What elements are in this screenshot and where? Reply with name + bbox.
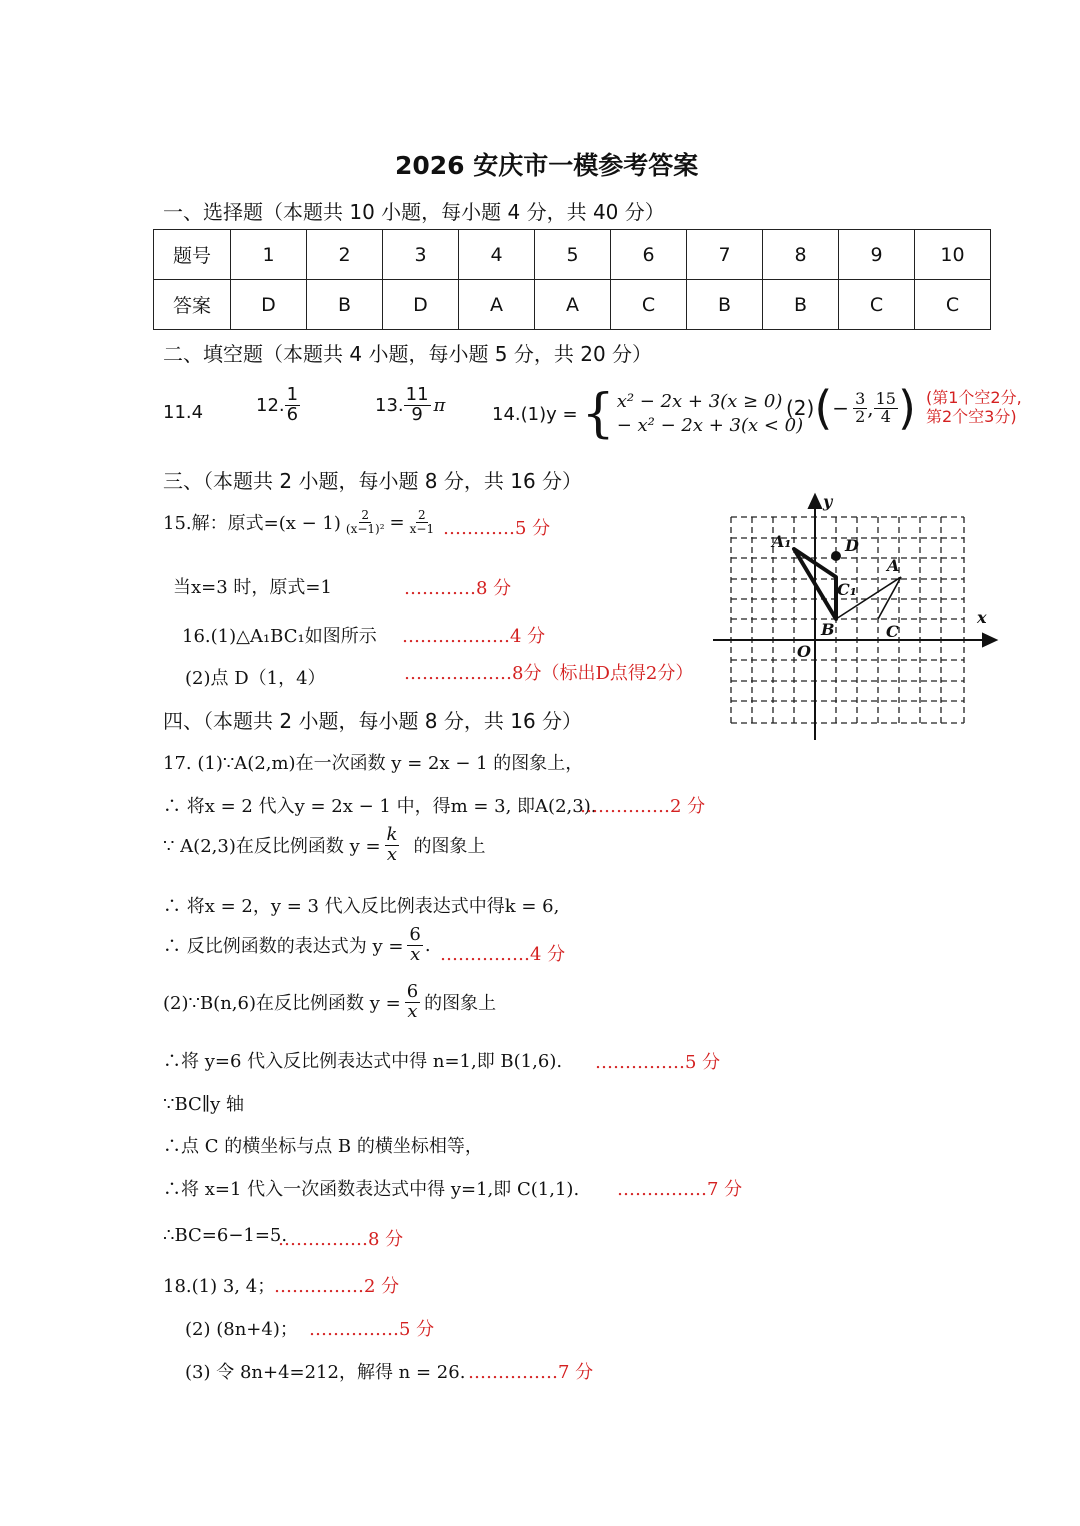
- answer-cell: A: [535, 280, 611, 330]
- q18-line1: 18.(1) 3, 4；: [163, 1276, 276, 1297]
- q17-score-7: ……………7 分: [617, 1179, 743, 1200]
- y-axis-label: y: [823, 492, 833, 511]
- question-number: 8: [763, 230, 839, 280]
- q17-line3-den: x: [386, 843, 398, 865]
- q17-score-2: ……………2 分: [580, 796, 706, 817]
- q14-case1: x² − 2x + 3(x ≥ 0): [616, 390, 783, 412]
- q14-frac1: [853, 388, 867, 426]
- q14-case2: − x² − 2x + 3(x < 0): [616, 415, 804, 436]
- question-number: 5: [535, 230, 611, 280]
- q15-frac2-num: 2: [418, 508, 426, 522]
- q17-score-5: ……………5 分: [595, 1052, 721, 1073]
- left-brace: {: [581, 384, 615, 444]
- q16-score1: ………………4 分: [402, 626, 546, 647]
- answer-cell: D: [383, 280, 459, 330]
- q18-line3: (3) 令 8n+4=212，解得 n = 26.: [185, 1362, 466, 1383]
- answer-cell: C: [839, 280, 915, 330]
- question-number: 6: [611, 230, 687, 280]
- q15-equals: =: [389, 511, 405, 533]
- q15-score2: …………8 分: [404, 578, 512, 599]
- page-title: 2026 安庆市一模参考答案: [395, 151, 699, 180]
- answer-q12: [256, 386, 300, 425]
- answer-table: [153, 229, 991, 330]
- q17-line7: ∴将 y=6 代入反比例表达式中得 n=1,即 B(1,6).: [163, 1051, 563, 1072]
- section2-heading: 二、填空题（本题共 4 小题，每小题 5 分，共 20 分）: [163, 342, 653, 366]
- section1-heading: 一、选择题（本题共 10 小题，每小题 4 分，共 40 分）: [163, 200, 665, 224]
- q17-line5-num: 6: [409, 924, 421, 945]
- coordinate-figure: [705, 485, 1005, 745]
- q17-line6-den: x: [407, 1000, 418, 1022]
- q15-frac2: [408, 509, 436, 535]
- answer-cell: D: [231, 280, 307, 330]
- q17-line6-suffix: 的图象上: [424, 993, 497, 1015]
- q17-line9: ∴点 C 的横坐标与点 B 的横坐标相等，: [163, 1136, 483, 1157]
- left-paren: (: [814, 381, 833, 435]
- q14-score-note: [926, 388, 1022, 426]
- axes: [713, 495, 996, 740]
- q14-minus: −: [832, 396, 850, 420]
- question-number: 7: [687, 230, 763, 280]
- q17-line6-num: 6: [406, 981, 419, 1002]
- q15-score1: …………5 分: [443, 518, 551, 539]
- q15-prefix: 15.解：原式=(x − 1): [163, 513, 341, 535]
- answer-cell: B: [763, 280, 839, 330]
- q17-line5: [163, 926, 431, 965]
- q17-line3-num: k: [386, 824, 398, 845]
- origin-label: O: [797, 642, 811, 661]
- q14-frac1-den: 2: [855, 406, 866, 426]
- answer-q13: [375, 386, 445, 425]
- label-a1: A₁: [772, 532, 792, 551]
- question-number: 4: [459, 230, 535, 280]
- q14-note-line1: (第1个空2分,: [926, 388, 1022, 407]
- q16-score2: ………………8分（标出D点得2分）: [404, 663, 694, 684]
- q17-score-4: ……………4 分: [440, 944, 566, 965]
- q12-label: 12.: [256, 394, 285, 416]
- section4-heading: 四、（本题共 2 小题，每小题 8 分，共 16 分）: [163, 709, 583, 733]
- q14-cases: [617, 390, 803, 439]
- q17-line5-fraction: [407, 926, 422, 965]
- x-axis-arrow: [983, 634, 996, 646]
- q17-line6-fraction: [405, 983, 420, 1022]
- q17-line6: [163, 983, 496, 1022]
- table-row-numbers: [154, 230, 991, 280]
- question-number: 10: [915, 230, 991, 280]
- q12-numerator: 1: [286, 384, 299, 405]
- q12-fraction: [285, 386, 300, 425]
- q17-line5-dot: .: [424, 934, 431, 956]
- answer-cell: B: [307, 280, 383, 330]
- q14-frac1-num: 3: [855, 388, 866, 408]
- q13-denominator: 9: [411, 403, 423, 425]
- label-c: C: [886, 622, 899, 641]
- q17-line10: ∴将 x=1 代入一次函数表达式中得 y=1,即 C(1,1).: [163, 1179, 580, 1200]
- q13-numerator: 11: [405, 384, 429, 405]
- q17-line2: ∴ 将x = 2 代入y = 2x − 1 中，得m = 3, 即A(2,3).: [163, 796, 597, 817]
- right-paren: ): [897, 381, 916, 435]
- q14-note-line2: 第2个空3分): [926, 407, 1017, 426]
- q17-line8: ∵BC∥y 轴: [163, 1094, 244, 1115]
- x-axis-label: x: [977, 608, 987, 627]
- question-number: 2: [307, 230, 383, 280]
- q17-line3-prefix: ∵ A(2,3)在反比例函数 y =: [163, 836, 381, 858]
- row-label-number: 题号: [154, 230, 231, 280]
- section3-heading: 三、（本题共 2 小题，每小题 8 分，共 16 分）: [163, 469, 583, 493]
- q12-denominator: 6: [286, 403, 299, 425]
- q14-label: 14.(1)y =: [492, 403, 578, 425]
- q14-frac2-den: 4: [880, 406, 891, 426]
- q18-score-2: ……………2 分: [274, 1276, 400, 1297]
- q15-frac1: [344, 509, 387, 535]
- q15-frac1-den: (x−1)²: [345, 521, 385, 536]
- q17-line5-den: x: [410, 943, 421, 965]
- q17-line5-prefix: ∴ 反比例函数的表达式为 y =: [163, 936, 404, 958]
- q17-line4: ∴ 将x = 2，y = 3 代入反比例表达式中得k = 6,: [163, 896, 560, 917]
- label-a: A: [887, 556, 900, 575]
- q18-score-7: ……………7 分: [468, 1362, 594, 1383]
- q15-frac2-den: x−1: [409, 521, 435, 536]
- q17-score-8: ……………8 分: [278, 1229, 404, 1250]
- q14-comma: ,: [867, 396, 874, 420]
- row-label-answer: 答案: [154, 280, 231, 330]
- answer-q14-part2: [786, 381, 916, 435]
- q17-line6-prefix: (2)∵B(n,6)在反比例函数 y =: [163, 993, 401, 1015]
- q14-frac2-num: 15: [875, 388, 896, 408]
- q17-line3-suffix: 的图象上: [413, 836, 486, 858]
- q18-score-5: ……………5 分: [309, 1319, 435, 1340]
- q16-line1: 16.(1)△A₁BC₁如图所示: [182, 626, 377, 647]
- q14-frac2: [874, 388, 898, 426]
- q15-line1: [163, 509, 436, 535]
- q16-line2: (2)点 D（1，4）: [185, 668, 326, 689]
- y-axis-arrow: [809, 495, 821, 508]
- label-d: D: [845, 536, 859, 555]
- point-d: [831, 551, 841, 561]
- answer-cell: C: [611, 280, 687, 330]
- label-b: B: [821, 620, 835, 639]
- question-number: 3: [383, 230, 459, 280]
- label-c1: C₁: [837, 580, 857, 599]
- q17-line1: 17. (1)∵A(2,m)在一次函数 y = 2x − 1 的图象上，: [163, 753, 584, 774]
- q13-label: 13.: [375, 394, 404, 416]
- question-number: 9: [839, 230, 915, 280]
- answer-cell: C: [915, 280, 991, 330]
- q18-line2: (2) (8n+4)；: [185, 1319, 298, 1340]
- answer-q14-part1: [492, 384, 804, 444]
- q17-line3: [163, 826, 485, 865]
- q15-line2: 当x=3 时，原式=1: [173, 577, 332, 598]
- q15-frac1-num: 2: [361, 508, 370, 522]
- q13-pi: π: [433, 394, 446, 416]
- q17-line3-fraction: [385, 826, 400, 865]
- answer-cell: A: [459, 280, 535, 330]
- answer-q11: 11.4: [163, 402, 204, 423]
- q13-fraction: [404, 386, 431, 425]
- answer-cell: B: [687, 280, 763, 330]
- table-row-answers: [154, 280, 991, 330]
- question-number: 1: [231, 230, 307, 280]
- q17-line11: ∴BC=6−1=5.: [163, 1225, 288, 1246]
- q14-part2-label: (2): [786, 396, 815, 420]
